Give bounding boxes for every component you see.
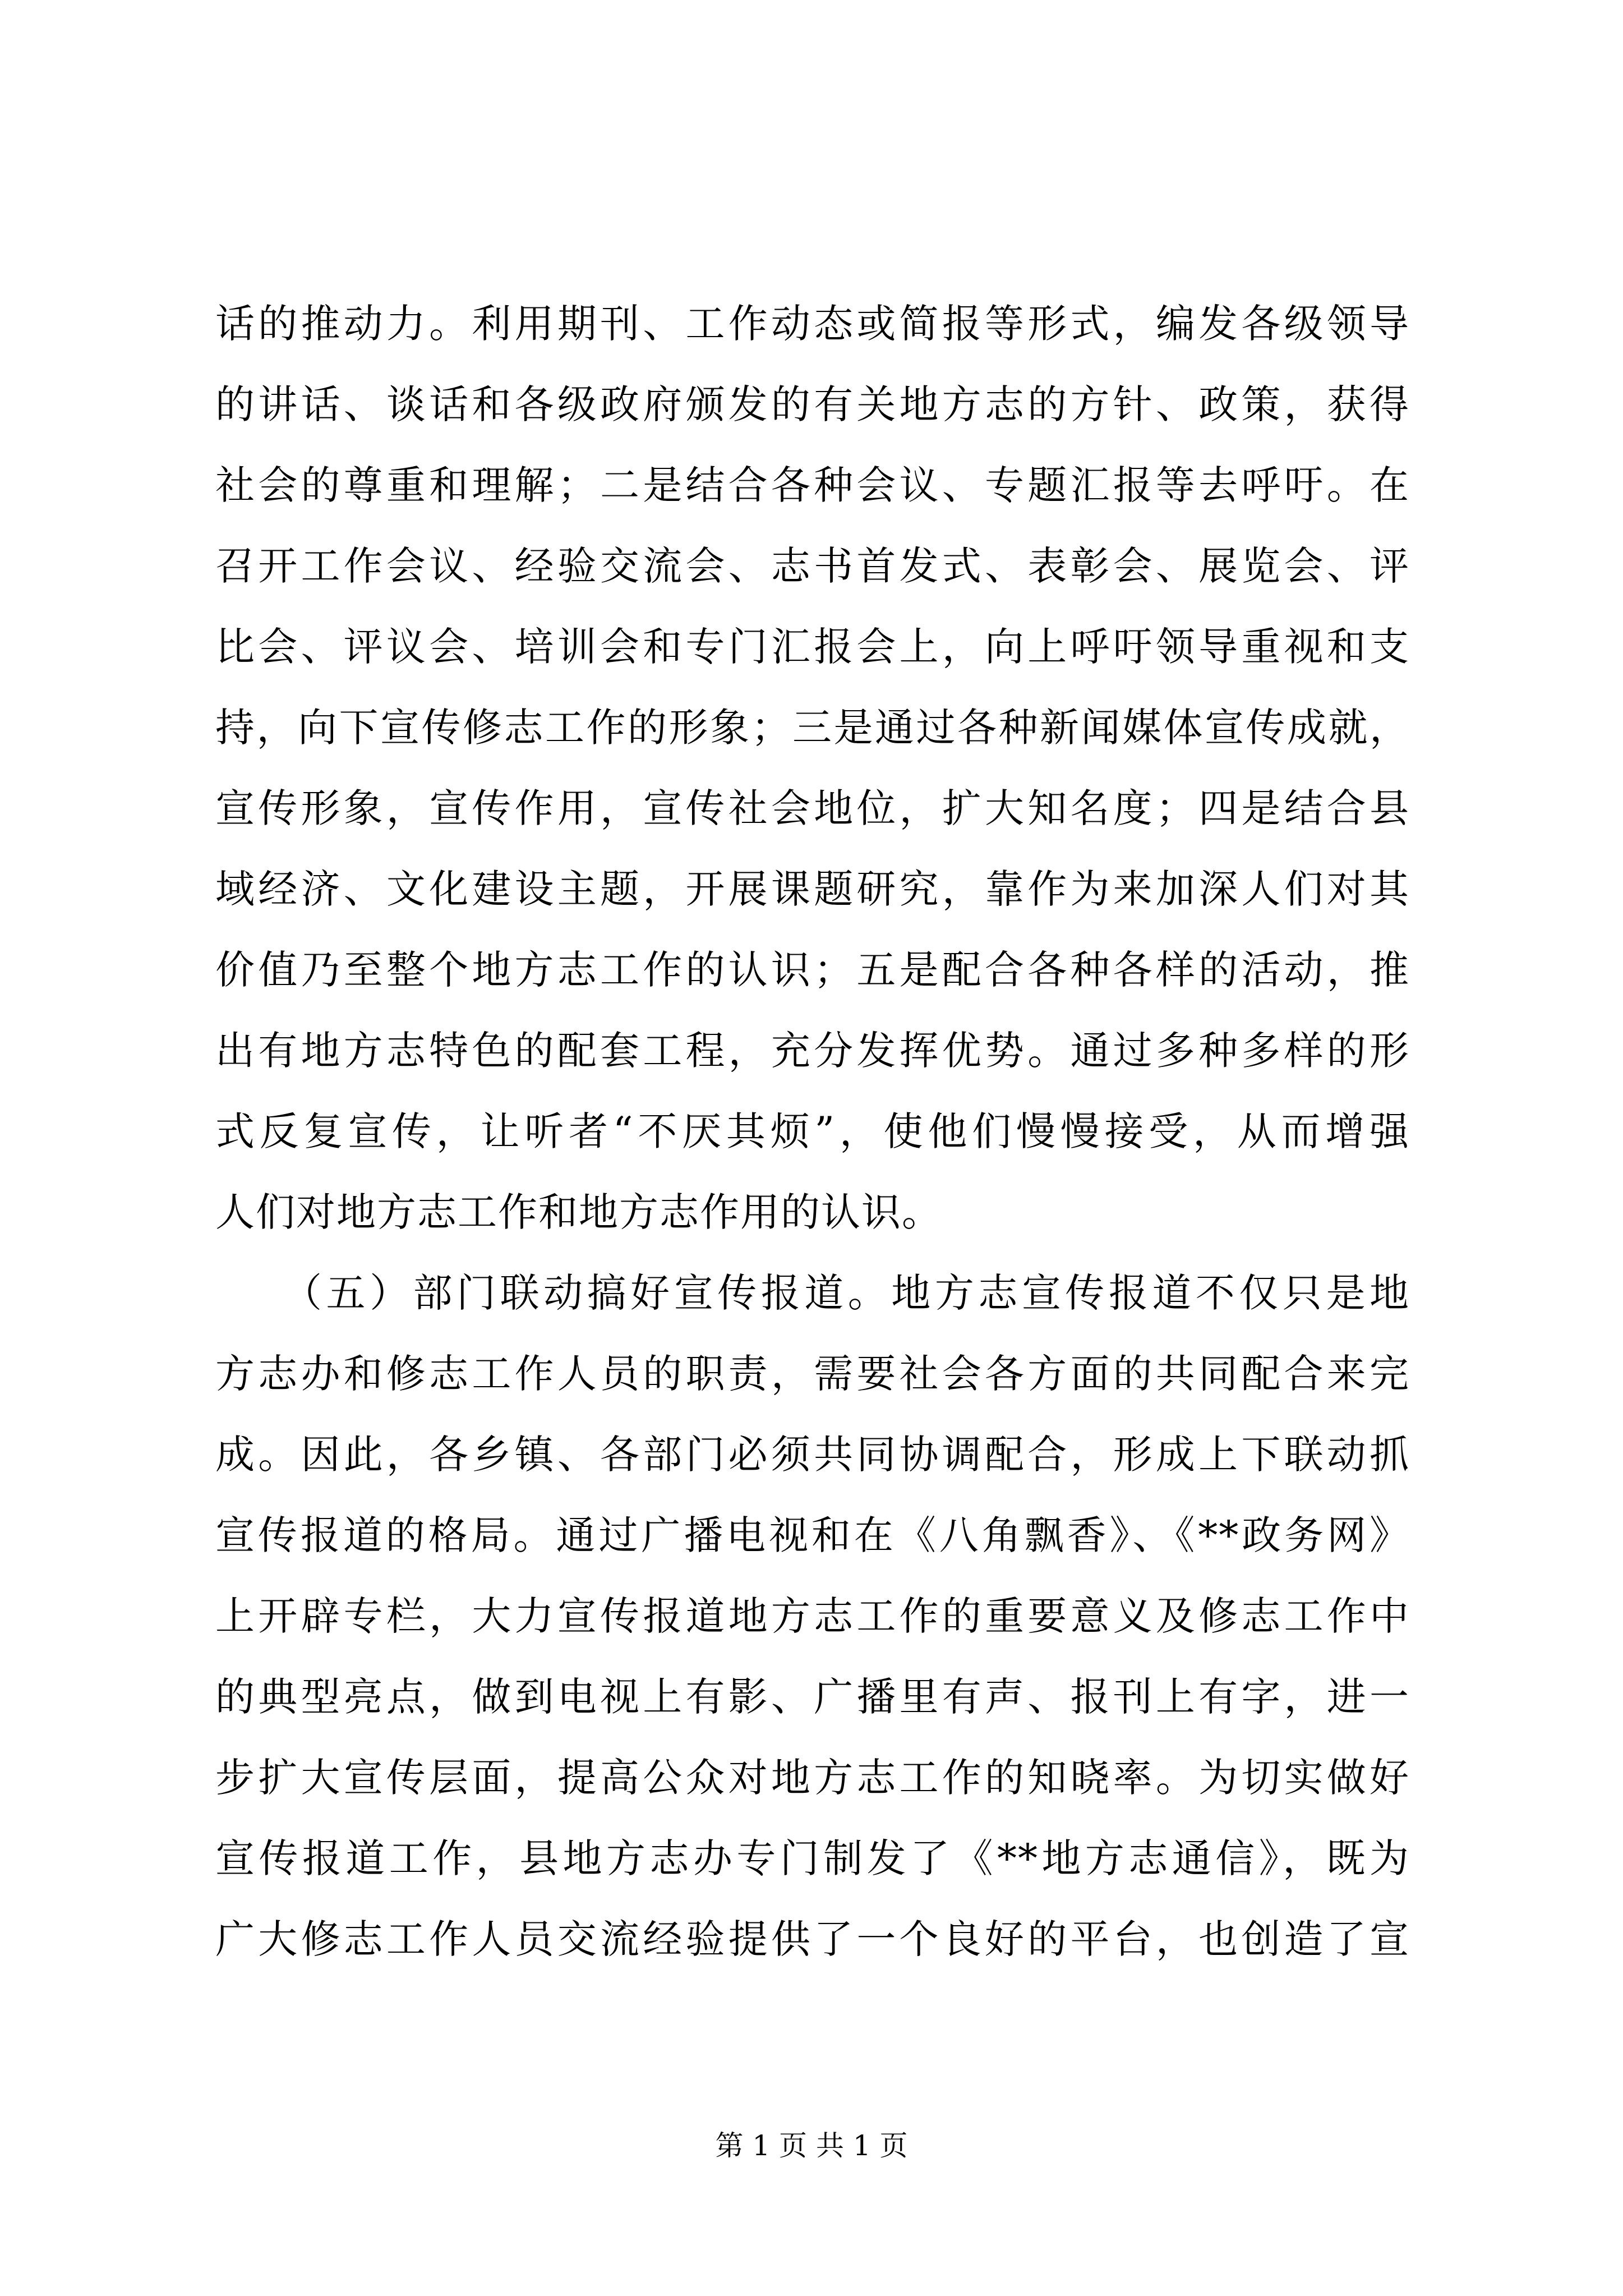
text-line: 广大修志工作人员交流经验提供了一个良好的平台，也创造了宣 (215, 1916, 1410, 1962)
text-line: 出有地方志特色的配套工程，充分发挥优势。通过多种多样的形 (215, 1028, 1410, 1074)
text-line: 话的推动力。利用期刊、工作动态或简报等形式，编发各级领导 (215, 301, 1410, 347)
text-line: 召开工作会议、经验交流会、志书首发式、表彰会、展览会、评 (215, 543, 1410, 589)
text-line: 的典型亮点，做到电视上有影、广播里有声、报刊上有字，进一 (215, 1674, 1410, 1720)
text-line: 域经济、文化建设主题，开展课题研究，靠作为来加深人们对其 (215, 866, 1410, 912)
text-line: 价值乃至整个地方志工作的认识；五是配合各种各样的活动，推 (215, 947, 1410, 993)
text-line: 步扩大宣传层面，提高公众对地方志工作的知晓率。为切实做好 (215, 1755, 1410, 1801)
section-heading-line: （五）部门联动搞好宣传报道。地方志宣传报道不仅只是地 (215, 1270, 1410, 1316)
text-line: 比会、评议会、培训会和专门汇报会上，向上呼吁领导重视和支 (215, 624, 1410, 670)
text-line: 的讲话、谈话和各级政府颁发的有关地方志的方针、政策，获得 (215, 381, 1410, 427)
paragraph-end-line: 人们对地方志工作和地方志作用的认识。 (215, 1189, 942, 1235)
text-line: 社会的尊重和理解；二是结合各种会议、专题汇报等去呼吁。在 (215, 462, 1410, 508)
text-line: 宣传报道工作，县地方志办专门制发了《**地方志通信》，既为 (215, 1835, 1410, 1881)
text-line: 方志办和修志工作人员的职责，需要社会各方面的共同配合来完 (215, 1351, 1410, 1397)
text-line: 式反复宣传，让听者“不厌其烦”，使他们慢慢接受，从而增强 (215, 1108, 1410, 1154)
page-number-footer: 第 1 页 共 1 页 (715, 2129, 908, 2162)
body-text (215, 283, 1410, 1980)
text-line: 宣传形象，宣传作用，宣传社会地位，扩大知名度；四是结合县 (215, 785, 1410, 831)
text-line: 成。因此，各乡镇、各部门必须共同协调配合，形成上下联动抓 (215, 1432, 1410, 1478)
text-line: 宣传报道的格局。通过广播电视和在《八角飘香》、《**政务网》 (215, 1512, 1410, 1558)
text-line: 持，向下宣传修志工作的形象；三是通过各种新闻媒体宣传成就， (215, 705, 1410, 751)
text-line: 上开辟专栏，大力宣传报道地方志工作的重要意义及修志工作中 (215, 1593, 1410, 1639)
